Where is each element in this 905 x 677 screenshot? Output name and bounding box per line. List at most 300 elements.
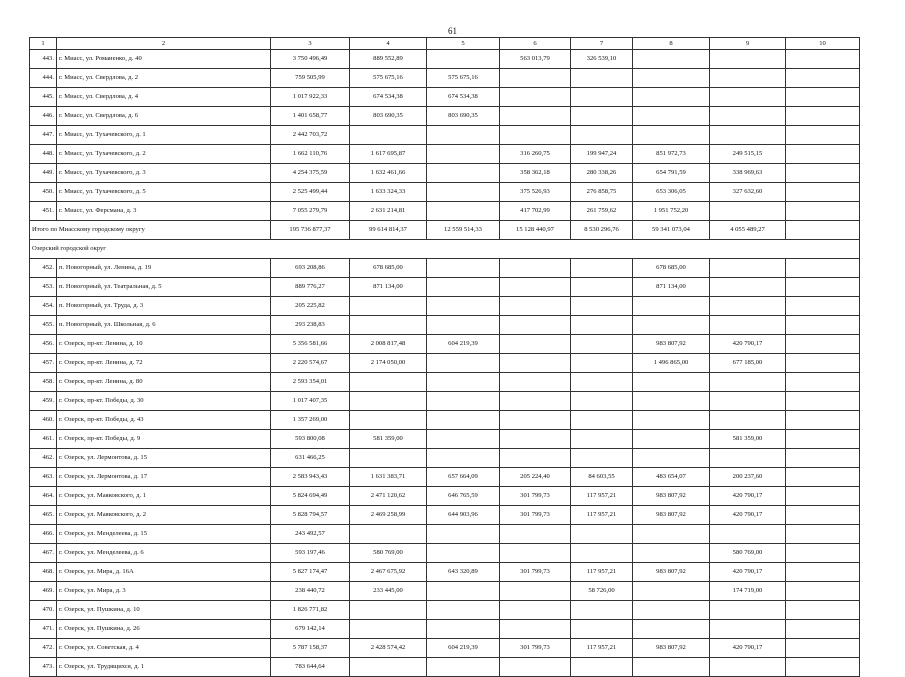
row-number: 455. xyxy=(30,316,57,335)
amount-cell: 2 525 499,44 xyxy=(271,183,350,202)
amount-cell: 2 220 574,67 xyxy=(271,354,350,373)
amount-cell xyxy=(633,373,710,392)
column-header: 10 xyxy=(786,38,860,50)
amount-cell xyxy=(786,126,860,145)
amount-cell xyxy=(350,449,427,468)
amount-cell: 889 776,27 xyxy=(271,278,350,297)
amount-cell xyxy=(427,354,500,373)
address-cell: г. Озерск, ул. Менделеева, д. 6 xyxy=(57,544,271,563)
amount-cell xyxy=(427,582,500,601)
amount-cell xyxy=(633,430,710,449)
table-row xyxy=(30,487,860,506)
amount-cell: 199 947,24 xyxy=(571,145,633,164)
table-row xyxy=(30,202,860,221)
table-row xyxy=(30,430,860,449)
amount-cell: 417 702,99 xyxy=(500,202,571,221)
amount-cell xyxy=(633,601,710,620)
amount-cell xyxy=(427,373,500,392)
amount-cell: 238 440,72 xyxy=(271,582,350,601)
amount-cell: 5 824 694,49 xyxy=(271,487,350,506)
amount-cell xyxy=(786,392,860,411)
section-label: Озерский городской округ xyxy=(30,240,860,259)
row-number: 463. xyxy=(30,468,57,487)
amount-cell: 84 603,55 xyxy=(571,468,633,487)
amount-cell: 4 254 375,59 xyxy=(271,164,350,183)
address-cell: г. Озерск, пр-кт. Победы, д. 43 xyxy=(57,411,271,430)
amount-cell xyxy=(500,69,571,88)
amount-cell: 3 750 496,49 xyxy=(271,50,350,69)
amount-cell xyxy=(786,506,860,525)
amount-cell xyxy=(427,392,500,411)
amount-cell xyxy=(710,107,786,126)
amount-cell: 117 957,21 xyxy=(571,487,633,506)
amount-cell: 483 654,07 xyxy=(633,468,710,487)
amount-cell: 783 644,64 xyxy=(271,658,350,677)
amount-cell: 2 471 120,62 xyxy=(350,487,427,506)
amount-cell xyxy=(633,107,710,126)
amount-cell: 5 356 581,66 xyxy=(271,335,350,354)
row-number: 449. xyxy=(30,164,57,183)
amount-cell xyxy=(350,601,427,620)
amount-cell xyxy=(500,449,571,468)
table-row xyxy=(30,69,860,88)
amount-cell: 316 260,75 xyxy=(500,145,571,164)
amount-cell xyxy=(710,259,786,278)
amount-cell xyxy=(786,297,860,316)
amount-cell: 293 238,83 xyxy=(271,316,350,335)
amount-cell: 2 593 354,01 xyxy=(271,373,350,392)
total-amount-cell: 8 530 296,76 xyxy=(571,221,633,240)
amount-cell: 420 790,17 xyxy=(710,335,786,354)
address-cell: г. Озерск, ул. Советская, д. 4 xyxy=(57,639,271,658)
amount-cell: 276 858,75 xyxy=(571,183,633,202)
address-cell: г. Миасс, ул. Тухачевского, д. 5 xyxy=(57,183,271,202)
header-row xyxy=(30,38,860,50)
amount-cell: 580 769,00 xyxy=(710,544,786,563)
amount-cell xyxy=(427,259,500,278)
amount-cell xyxy=(786,430,860,449)
amount-cell xyxy=(633,582,710,601)
total-amount-cell: 12 559 514,33 xyxy=(427,221,500,240)
amount-cell xyxy=(427,601,500,620)
row-number: 452. xyxy=(30,259,57,278)
row-number: 454. xyxy=(30,297,57,316)
table-row xyxy=(30,639,860,658)
row-number: 456. xyxy=(30,335,57,354)
total-amount-cell: 4 055 489,27 xyxy=(710,221,786,240)
amount-cell: 327 632,60 xyxy=(710,183,786,202)
amount-cell xyxy=(350,658,427,677)
amount-cell xyxy=(710,278,786,297)
amount-cell xyxy=(500,392,571,411)
column-header: 2 xyxy=(57,38,271,50)
table-row xyxy=(30,658,860,677)
amount-cell: 851 972,73 xyxy=(633,145,710,164)
row-number: 450. xyxy=(30,183,57,202)
row-number: 461. xyxy=(30,430,57,449)
row-number: 464. xyxy=(30,487,57,506)
amount-cell: 889 552,89 xyxy=(350,50,427,69)
amount-cell: 581 359,00 xyxy=(350,430,427,449)
address-cell: г. Миасс, ул. Свердлова, д. 2 xyxy=(57,69,271,88)
amount-cell: 5 787 158,37 xyxy=(271,639,350,658)
amount-cell: 1 826 771,82 xyxy=(271,601,350,620)
row-number: 465. xyxy=(30,506,57,525)
amount-cell: 2 008 817,48 xyxy=(350,335,427,354)
amount-cell xyxy=(427,544,500,563)
amount-cell xyxy=(500,658,571,677)
amount-cell xyxy=(427,164,500,183)
address-cell: г. Озерск, ул. Лермонтова, д. 15 xyxy=(57,449,271,468)
amount-cell: 803 690,35 xyxy=(350,107,427,126)
amount-cell: 2 583 943,43 xyxy=(271,468,350,487)
amount-cell: 674 534,38 xyxy=(427,88,500,107)
amount-cell: 803 690,35 xyxy=(427,107,500,126)
table-body xyxy=(30,38,860,677)
row-number: 471. xyxy=(30,620,57,639)
amount-cell xyxy=(710,316,786,335)
amount-cell: 983 807,92 xyxy=(633,506,710,525)
amount-cell: 420 790,17 xyxy=(710,506,786,525)
amount-cell: 58 726,00 xyxy=(571,582,633,601)
amount-cell: 871 134,00 xyxy=(633,278,710,297)
table-row xyxy=(30,620,860,639)
amount-cell xyxy=(500,411,571,430)
amount-cell: 643 320,89 xyxy=(427,563,500,582)
row-number: 468. xyxy=(30,563,57,582)
amount-cell: 5 827 174,47 xyxy=(271,563,350,582)
amount-cell: 983 807,92 xyxy=(633,639,710,658)
amount-cell xyxy=(427,449,500,468)
amount-cell xyxy=(633,411,710,430)
amount-cell xyxy=(350,525,427,544)
amount-cell xyxy=(500,620,571,639)
amount-cell: 117 957,21 xyxy=(571,506,633,525)
row-number: 472. xyxy=(30,639,57,658)
amount-cell xyxy=(500,354,571,373)
column-header: 6 xyxy=(500,38,571,50)
amount-cell: 117 957,21 xyxy=(571,639,633,658)
amount-cell xyxy=(500,259,571,278)
address-cell: г. Миасс, ул. Тухачевского, д. 3 xyxy=(57,164,271,183)
page-number: 61 xyxy=(448,26,457,36)
amount-cell: 420 790,17 xyxy=(710,563,786,582)
amount-cell xyxy=(427,411,500,430)
amount-cell xyxy=(786,50,860,69)
amount-cell xyxy=(427,50,500,69)
row-number: 453. xyxy=(30,278,57,297)
row-number: 451. xyxy=(30,202,57,221)
amount-cell: 657 664,09 xyxy=(427,468,500,487)
amount-cell xyxy=(786,354,860,373)
amount-cell: 117 957,21 xyxy=(571,563,633,582)
amount-cell: 678 685,00 xyxy=(350,259,427,278)
amount-cell: 654 791,59 xyxy=(633,164,710,183)
amount-cell: 174 719,00 xyxy=(710,582,786,601)
table-row xyxy=(30,278,860,297)
amount-cell xyxy=(786,202,860,221)
address-cell: п. Новогорный, ул. Труда, д. 3 xyxy=(57,297,271,316)
amount-cell xyxy=(786,639,860,658)
amount-cell xyxy=(427,297,500,316)
address-cell: г. Озерск, ул. Пушкина, д. 26 xyxy=(57,620,271,639)
row-number: 462. xyxy=(30,449,57,468)
amount-cell: 243 492,57 xyxy=(271,525,350,544)
amount-cell: 1 951 752,20 xyxy=(633,202,710,221)
table-row xyxy=(30,449,860,468)
amount-cell xyxy=(571,525,633,544)
address-cell: п. Новогорный, ул. Театральная, д. 5 xyxy=(57,278,271,297)
amount-cell: 759 505,99 xyxy=(271,69,350,88)
table-row xyxy=(30,373,860,392)
address-cell: г. Озерск, ул. Мира, д. 16А xyxy=(57,563,271,582)
amount-cell xyxy=(710,392,786,411)
amount-cell xyxy=(571,297,633,316)
amount-cell xyxy=(571,411,633,430)
amount-cell xyxy=(500,544,571,563)
amount-cell xyxy=(571,449,633,468)
amount-cell xyxy=(786,658,860,677)
amount-cell: 301 799,73 xyxy=(500,563,571,582)
amount-cell: 1 017 922,33 xyxy=(271,88,350,107)
amount-cell xyxy=(710,411,786,430)
column-header: 4 xyxy=(350,38,427,50)
amount-cell: 693 208,86 xyxy=(271,259,350,278)
amount-cell xyxy=(571,88,633,107)
amount-cell xyxy=(786,449,860,468)
amount-cell: 575 675,16 xyxy=(350,69,427,88)
total-amount-cell: 15 128 440,97 xyxy=(500,221,571,240)
amount-cell: 580 769,00 xyxy=(350,544,427,563)
amount-cell xyxy=(786,278,860,297)
amount-cell xyxy=(571,430,633,449)
amount-cell xyxy=(786,601,860,620)
table-row xyxy=(30,563,860,582)
amount-cell xyxy=(786,525,860,544)
amount-cell xyxy=(500,107,571,126)
amount-cell: 2 428 574,42 xyxy=(350,639,427,658)
column-header: 5 xyxy=(427,38,500,50)
table-row xyxy=(30,411,860,430)
address-cell: п. Новогорный, ул. Школьная, д. 6 xyxy=(57,316,271,335)
amount-cell xyxy=(710,297,786,316)
amount-cell xyxy=(786,544,860,563)
amount-cell: 1 631 383,71 xyxy=(350,468,427,487)
amount-cell xyxy=(571,392,633,411)
amount-cell xyxy=(427,658,500,677)
table-row xyxy=(30,183,860,202)
amount-cell xyxy=(633,69,710,88)
amount-cell: 1 617 695,87 xyxy=(350,145,427,164)
amount-cell xyxy=(633,316,710,335)
row-number: 444. xyxy=(30,69,57,88)
table-row xyxy=(30,392,860,411)
amount-cell xyxy=(633,50,710,69)
amount-cell xyxy=(500,316,571,335)
amount-cell xyxy=(571,335,633,354)
table-row xyxy=(30,297,860,316)
amount-cell xyxy=(786,316,860,335)
table-row xyxy=(30,525,860,544)
amount-cell xyxy=(427,278,500,297)
table-row xyxy=(30,88,860,107)
address-cell: г. Озерск, пр-кт. Ленина, д. 10 xyxy=(57,335,271,354)
amount-cell: 205 224,40 xyxy=(500,468,571,487)
amount-cell xyxy=(710,202,786,221)
table-row xyxy=(30,544,860,563)
amount-cell xyxy=(350,373,427,392)
column-header: 7 xyxy=(571,38,633,50)
row-number: 446. xyxy=(30,107,57,126)
total-amount-cell: 195 736 877,37 xyxy=(271,221,350,240)
amount-cell: 678 685,00 xyxy=(633,259,710,278)
amount-cell xyxy=(350,297,427,316)
amount-cell: 983 807,92 xyxy=(633,563,710,582)
amount-cell: 301 799,73 xyxy=(500,487,571,506)
amount-cell: 326 539,10 xyxy=(571,50,633,69)
amount-cell xyxy=(786,259,860,278)
amount-cell: 1 017 407,35 xyxy=(271,392,350,411)
total-amount-cell: 99 614 814,37 xyxy=(350,221,427,240)
row-number: 466. xyxy=(30,525,57,544)
amount-cell: 653 306,05 xyxy=(633,183,710,202)
row-number: 460. xyxy=(30,411,57,430)
amount-cell: 604 219,39 xyxy=(427,335,500,354)
amount-cell xyxy=(500,88,571,107)
amount-cell xyxy=(710,88,786,107)
amount-cell: 593 197,46 xyxy=(271,544,350,563)
amount-cell xyxy=(786,468,860,487)
row-number: 445. xyxy=(30,88,57,107)
amount-cell xyxy=(710,620,786,639)
amount-cell xyxy=(500,373,571,392)
amount-cell xyxy=(571,316,633,335)
register-table xyxy=(29,37,860,677)
amount-cell xyxy=(710,449,786,468)
table-row xyxy=(30,50,860,69)
amount-cell xyxy=(786,107,860,126)
amount-cell xyxy=(786,582,860,601)
amount-cell: 249 515,15 xyxy=(710,145,786,164)
amount-cell: 871 134,00 xyxy=(350,278,427,297)
amount-cell: 301 799,73 xyxy=(500,639,571,658)
address-cell: г. Озерск, пр-кт. Победы, д. 9 xyxy=(57,430,271,449)
amount-cell xyxy=(571,69,633,88)
amount-cell: 1 632 461,66 xyxy=(350,164,427,183)
amount-cell xyxy=(427,183,500,202)
amount-cell: 2 467 675,92 xyxy=(350,563,427,582)
column-header: 1 xyxy=(30,38,57,50)
amount-cell xyxy=(710,69,786,88)
amount-cell xyxy=(500,582,571,601)
amount-cell: 280 338,26 xyxy=(571,164,633,183)
row-number: 467. xyxy=(30,544,57,563)
amount-cell xyxy=(633,658,710,677)
amount-cell xyxy=(500,601,571,620)
amount-cell xyxy=(633,544,710,563)
amount-cell xyxy=(427,525,500,544)
amount-cell xyxy=(786,164,860,183)
row-number: 447. xyxy=(30,126,57,145)
amount-cell: 1 633 324,33 xyxy=(350,183,427,202)
amount-cell xyxy=(500,297,571,316)
amount-cell xyxy=(633,620,710,639)
amount-cell xyxy=(571,354,633,373)
amount-cell: 679 142,14 xyxy=(271,620,350,639)
amount-cell xyxy=(500,278,571,297)
address-cell: г. Озерск, ул. Пушкина, д. 10 xyxy=(57,601,271,620)
amount-cell: 2 174 050,00 xyxy=(350,354,427,373)
amount-cell xyxy=(786,373,860,392)
amount-cell xyxy=(427,620,500,639)
amount-cell xyxy=(427,145,500,164)
address-cell: г. Озерск, ул. Трудящихся, д. 1 xyxy=(57,658,271,677)
total-amount-cell xyxy=(786,221,860,240)
amount-cell: 233 445,00 xyxy=(350,582,427,601)
address-cell: г. Миасс, ул. Романенко, д. 40 xyxy=(57,50,271,69)
table-row xyxy=(30,335,860,354)
address-cell: г. Миасс, ул. Свердлова, д. 6 xyxy=(57,107,271,126)
amount-cell xyxy=(571,278,633,297)
column-header: 9 xyxy=(710,38,786,50)
amount-cell: 677 185,00 xyxy=(710,354,786,373)
address-cell: г. Озерск, ул. Лермонтова, д. 17 xyxy=(57,468,271,487)
amount-cell: 1 401 658,77 xyxy=(271,107,350,126)
address-cell: г. Миасс, ул. Ферсмана, д. 3 xyxy=(57,202,271,221)
amount-cell: 205 225,82 xyxy=(271,297,350,316)
amount-cell xyxy=(710,126,786,145)
amount-cell xyxy=(786,620,860,639)
row-number: 457. xyxy=(30,354,57,373)
address-cell: г. Озерск, пр-кт. Ленина, д. 80 xyxy=(57,373,271,392)
amount-cell: 420 790,17 xyxy=(710,487,786,506)
amount-cell xyxy=(350,316,427,335)
amount-cell xyxy=(500,126,571,145)
amount-cell xyxy=(633,126,710,145)
address-cell: г. Миасс, ул. Тухачевского, д. 1 xyxy=(57,126,271,145)
address-cell: п. Новогорный, ул. Ленина, д. 19 xyxy=(57,259,271,278)
amount-cell xyxy=(786,563,860,582)
amount-cell: 1 357 269,00 xyxy=(271,411,350,430)
amount-cell: 2 469 258,99 xyxy=(350,506,427,525)
amount-cell: 2 631 214,81 xyxy=(350,202,427,221)
address-cell: г. Миасс, ул. Свердлова, д. 4 xyxy=(57,88,271,107)
row-number: 443. xyxy=(30,50,57,69)
amount-cell: 261 759,62 xyxy=(571,202,633,221)
amount-cell: 301 799,73 xyxy=(500,506,571,525)
section-row xyxy=(30,240,860,259)
amount-cell xyxy=(427,126,500,145)
address-cell: г. Озерск, пр-кт. Победы, д. 30 xyxy=(57,392,271,411)
amount-cell xyxy=(500,430,571,449)
amount-cell xyxy=(633,525,710,544)
amount-cell xyxy=(710,373,786,392)
amount-cell: 5 828 794,57 xyxy=(271,506,350,525)
amount-cell xyxy=(633,392,710,411)
amount-cell: 644 903,96 xyxy=(427,506,500,525)
amount-cell xyxy=(571,620,633,639)
amount-cell: 593 800,08 xyxy=(271,430,350,449)
amount-cell xyxy=(786,335,860,354)
amount-cell xyxy=(350,126,427,145)
amount-cell xyxy=(350,620,427,639)
table-row xyxy=(30,316,860,335)
table-row xyxy=(30,354,860,373)
table-row xyxy=(30,468,860,487)
amount-cell xyxy=(571,373,633,392)
amount-cell xyxy=(427,430,500,449)
amount-cell xyxy=(571,601,633,620)
